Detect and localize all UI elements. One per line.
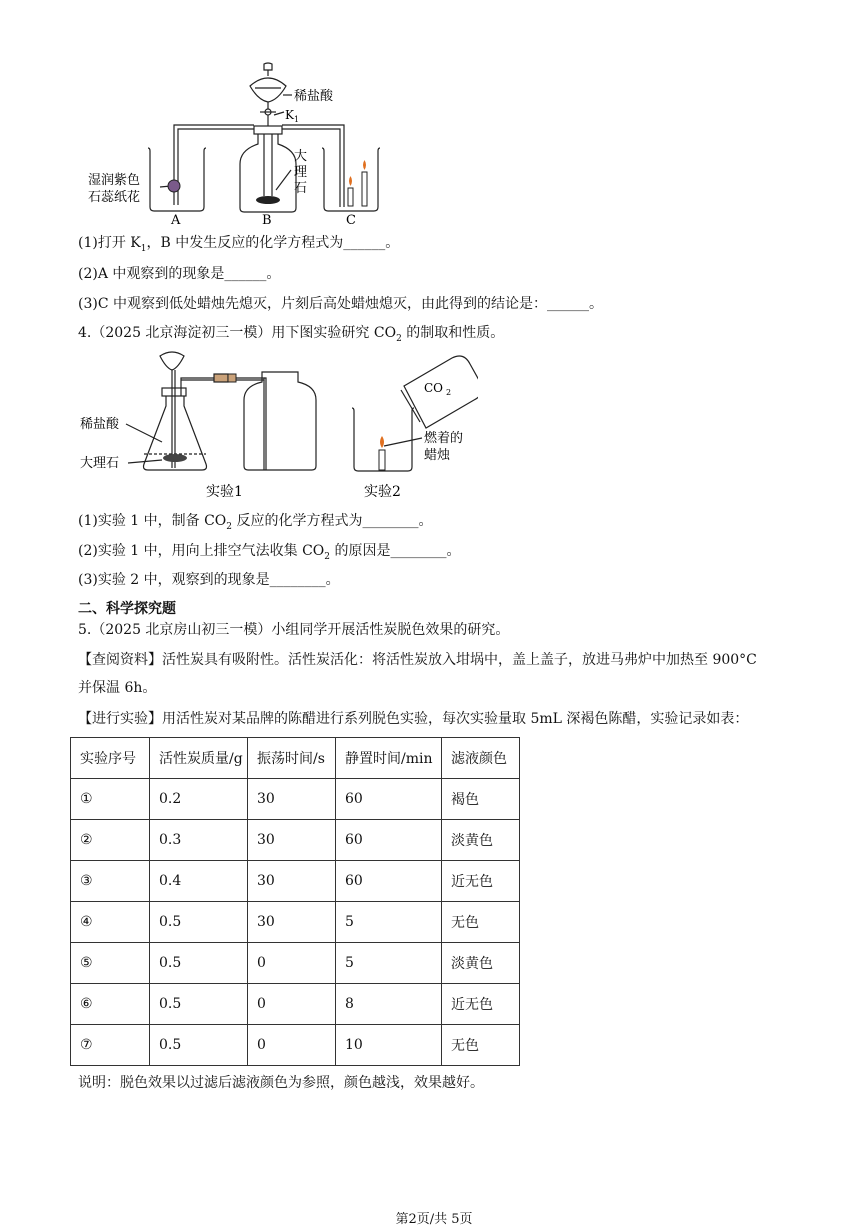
apparatus-figure-co2 <box>78 350 478 502</box>
table-cell: ③ <box>71 861 150 902</box>
table-header: 静置时间/min <box>336 738 442 779</box>
label-candle-1: 燃着的 <box>424 431 464 446</box>
table-row <box>71 984 520 1025</box>
table-header: 活性炭质量/g <box>150 738 248 779</box>
label-valve-sub: 1 <box>294 115 300 124</box>
table-cell: 0 <box>248 943 336 984</box>
table-cell: 0.4 <box>150 861 248 902</box>
label-exp1: 实验1 <box>206 484 243 500</box>
table-cell: 0.5 <box>150 984 248 1025</box>
q4-part1: (1)实验 1 中，制备 $CO_2$ 反应的化学方程式为________。 <box>78 513 433 532</box>
table-row <box>71 902 520 943</box>
table-cell: ⑤ <box>71 943 150 984</box>
label-candle-2: 蜡烛 <box>424 448 451 463</box>
table-cell: 近无色 <box>442 861 520 902</box>
label-flower-1: 湿润紫色 <box>88 173 141 188</box>
apparatus-abc-drawing <box>78 62 398 232</box>
table-row <box>71 861 520 902</box>
table-cell: 无色 <box>442 1025 520 1066</box>
q5-stem: 5.（2025 北京房山初三一模）小组同学开展活性炭脱色效果的研究。 <box>78 622 510 638</box>
table-cell: 0.5 <box>150 1025 248 1066</box>
table-cell: ⑦ <box>71 1025 150 1066</box>
table-cell: ⑥ <box>71 984 150 1025</box>
section-title: 二、科学探究题 <box>78 601 176 617</box>
table-cell: 0.5 <box>150 943 248 984</box>
table-row <box>71 820 520 861</box>
label-exp2: 实验2 <box>364 484 401 500</box>
table-header: 振荡时间/s <box>248 738 336 779</box>
table-cell: 8 <box>336 984 442 1025</box>
table-cell: 近无色 <box>442 984 520 1025</box>
table-cell: 30 <box>248 902 336 943</box>
table-cell: 淡黄色 <box>442 943 520 984</box>
page-footer: 第2页/共 5页 <box>395 1212 473 1227</box>
table-cell: 0.5 <box>150 902 248 943</box>
table-cell: 0 <box>248 1025 336 1066</box>
q4-part2: (2)实验 1 中，用向上排空气法收集 $CO_2$ 的原因是________。 <box>78 543 461 562</box>
apparatus-co2-drawing <box>78 350 478 502</box>
q3-part3: (3)C 中观察到低处蜡烛先熄灭，片刻后高处蜡烛熄灭，由此得到的结论是：______。 <box>78 296 603 312</box>
q3-part2: (2)A 中观察到的现象是______。 <box>78 266 281 282</box>
label-marble-2: 大理石 <box>80 456 120 471</box>
label-co2: CO <box>424 381 444 395</box>
table-cell: 30 <box>248 820 336 861</box>
table-cell: 60 <box>336 861 442 902</box>
table-row <box>71 779 520 820</box>
table-cell: ④ <box>71 902 150 943</box>
q5-info-2: 并保温 6h。 <box>78 680 157 696</box>
table-cell: 褐色 <box>442 779 520 820</box>
table-row <box>71 943 520 984</box>
table-cell: 30 <box>248 861 336 902</box>
q3-part1: (1)打开 $K_1$，B 中发生反应的化学方程式为______。 <box>78 235 400 254</box>
table-cell: 30 <box>248 779 336 820</box>
q4-part3: (3)实验 2 中，观察到的现象是________。 <box>78 572 340 588</box>
label-co2-sub: 2 <box>446 388 452 397</box>
table-cell: 60 <box>336 779 442 820</box>
table-cell: 10 <box>336 1025 442 1066</box>
table-header: 实验序号 <box>71 738 150 779</box>
label-marble-1: 大 <box>294 149 308 164</box>
q4-stem: 4.（2025 北京海淀初三一模）用下图实验研究 $CO_2$ 的制取和性质。 <box>78 325 505 344</box>
label-marble-3: 石 <box>294 181 308 196</box>
label-acid-2: 稀盐酸 <box>80 417 120 432</box>
label-flower-2: 石蕊纸花 <box>88 190 141 205</box>
table-cell: 0.2 <box>150 779 248 820</box>
label-beaker-c: C <box>346 213 356 228</box>
label-valve: K <box>285 108 294 122</box>
table-cell: ② <box>71 820 150 861</box>
table-cell: 5 <box>336 902 442 943</box>
apparatus-figure-abc <box>78 62 398 232</box>
table-cell: 5 <box>336 943 442 984</box>
q5-info-1: 【查阅资料】活性炭具有吸附性。活性炭活化：将活性炭放入坩埚中，盖上盖子，放进马弗炉中加热至 900°C <box>78 652 757 668</box>
table-cell: ① <box>71 779 150 820</box>
q5-experiment: 【进行实验】用活性炭对某品牌的陈醋进行系列脱色实验，每次实验量取 5mL 深褐色陈醋，实验记录如表： <box>78 711 749 727</box>
q5-note: 说明：脱色效果以过滤后滤液颜色为参照，颜色越浅，效果越好。 <box>78 1075 484 1091</box>
table-cell: 0 <box>248 984 336 1025</box>
table-cell: 60 <box>336 820 442 861</box>
table-row <box>71 1025 520 1066</box>
label-acid: 稀盐酸 <box>294 89 334 104</box>
table-header: 滤液颜色 <box>442 738 520 779</box>
table-cell: 淡黄色 <box>442 820 520 861</box>
table-cell: 0.3 <box>150 820 248 861</box>
label-bottle-b: B <box>262 213 272 228</box>
experiment-table <box>70 737 520 1066</box>
label-marble-2: 理 <box>294 165 308 180</box>
table-cell: 无色 <box>442 902 520 943</box>
label-beaker-a: A <box>171 213 181 228</box>
table-header-row <box>71 738 520 779</box>
